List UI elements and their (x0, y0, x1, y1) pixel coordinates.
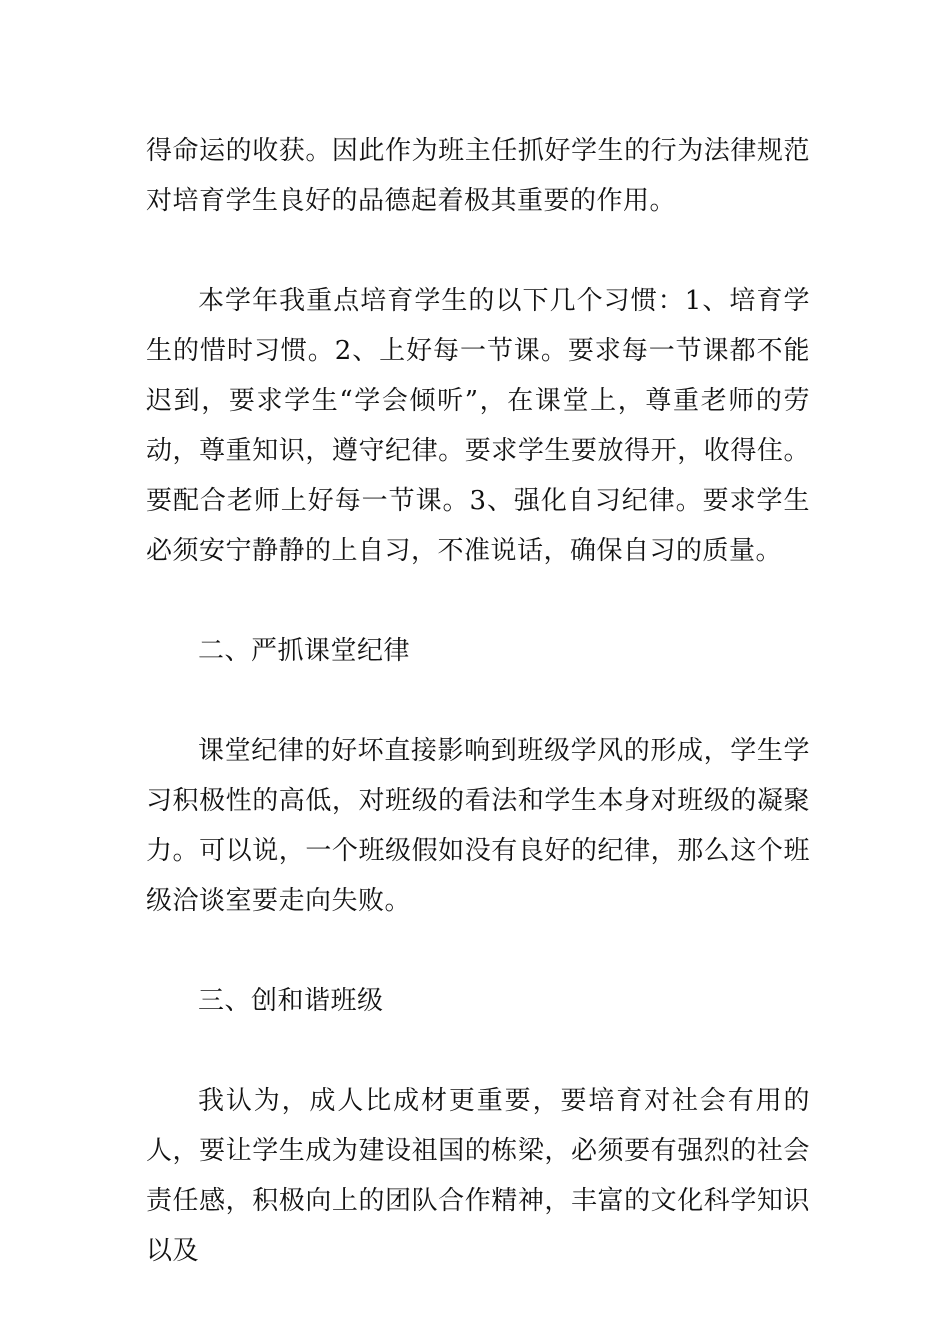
paragraph-gap (146, 576, 810, 626)
section-heading-harmonious-class: 三、创和谐班级 (198, 986, 384, 1016)
document-body (146, 126, 810, 1276)
paragraph-habits: 本学年我重点培育学生的以下几个习惯：1、培育学生的惜时习惯。2、上好每一节课。要求每一节课都不能迟到，要求学生“学会倾听”，在课堂上，尊重老师的劳动，尊重知识，遵守纪律。要求学生要放得开，收得住。要配合老师上好每一节课。3、强化自习纪律。要求学生必须安宁静静的上自习，不准说话，确保自习的质量。 (146, 286, 810, 566)
paragraph-continuation: 得命运的收获。因此作为班主任抓好学生的行为法律规范对培育学生良好的品德起着极其重要的作用。 (146, 136, 810, 216)
paragraph-harmonious-class: 我认为，成人比成材更重要，要培育对社会有用的人，要让学生成为建设祖国的栋梁，必须要有强烈的社会责任感，积极向上的团队合作精神，丰富的文化科学知识以及 (146, 1086, 810, 1266)
paragraph-gap (146, 926, 810, 976)
paragraph-classroom-discipline: 课堂纪律的好坏直接影响到班级学风的形成，学生学习积极性的高低，对班级的看法和学生本身对班级的凝聚力。可以说，一个班级假如没有良好的纪律，那么这个班级洽谈室要走向失败。 (146, 736, 810, 916)
paragraph-gap (146, 676, 810, 726)
paragraph-gap (146, 1026, 810, 1076)
section-heading-classroom-discipline: 二、严抓课堂纪律 (198, 636, 411, 666)
paragraph-gap (146, 226, 810, 276)
